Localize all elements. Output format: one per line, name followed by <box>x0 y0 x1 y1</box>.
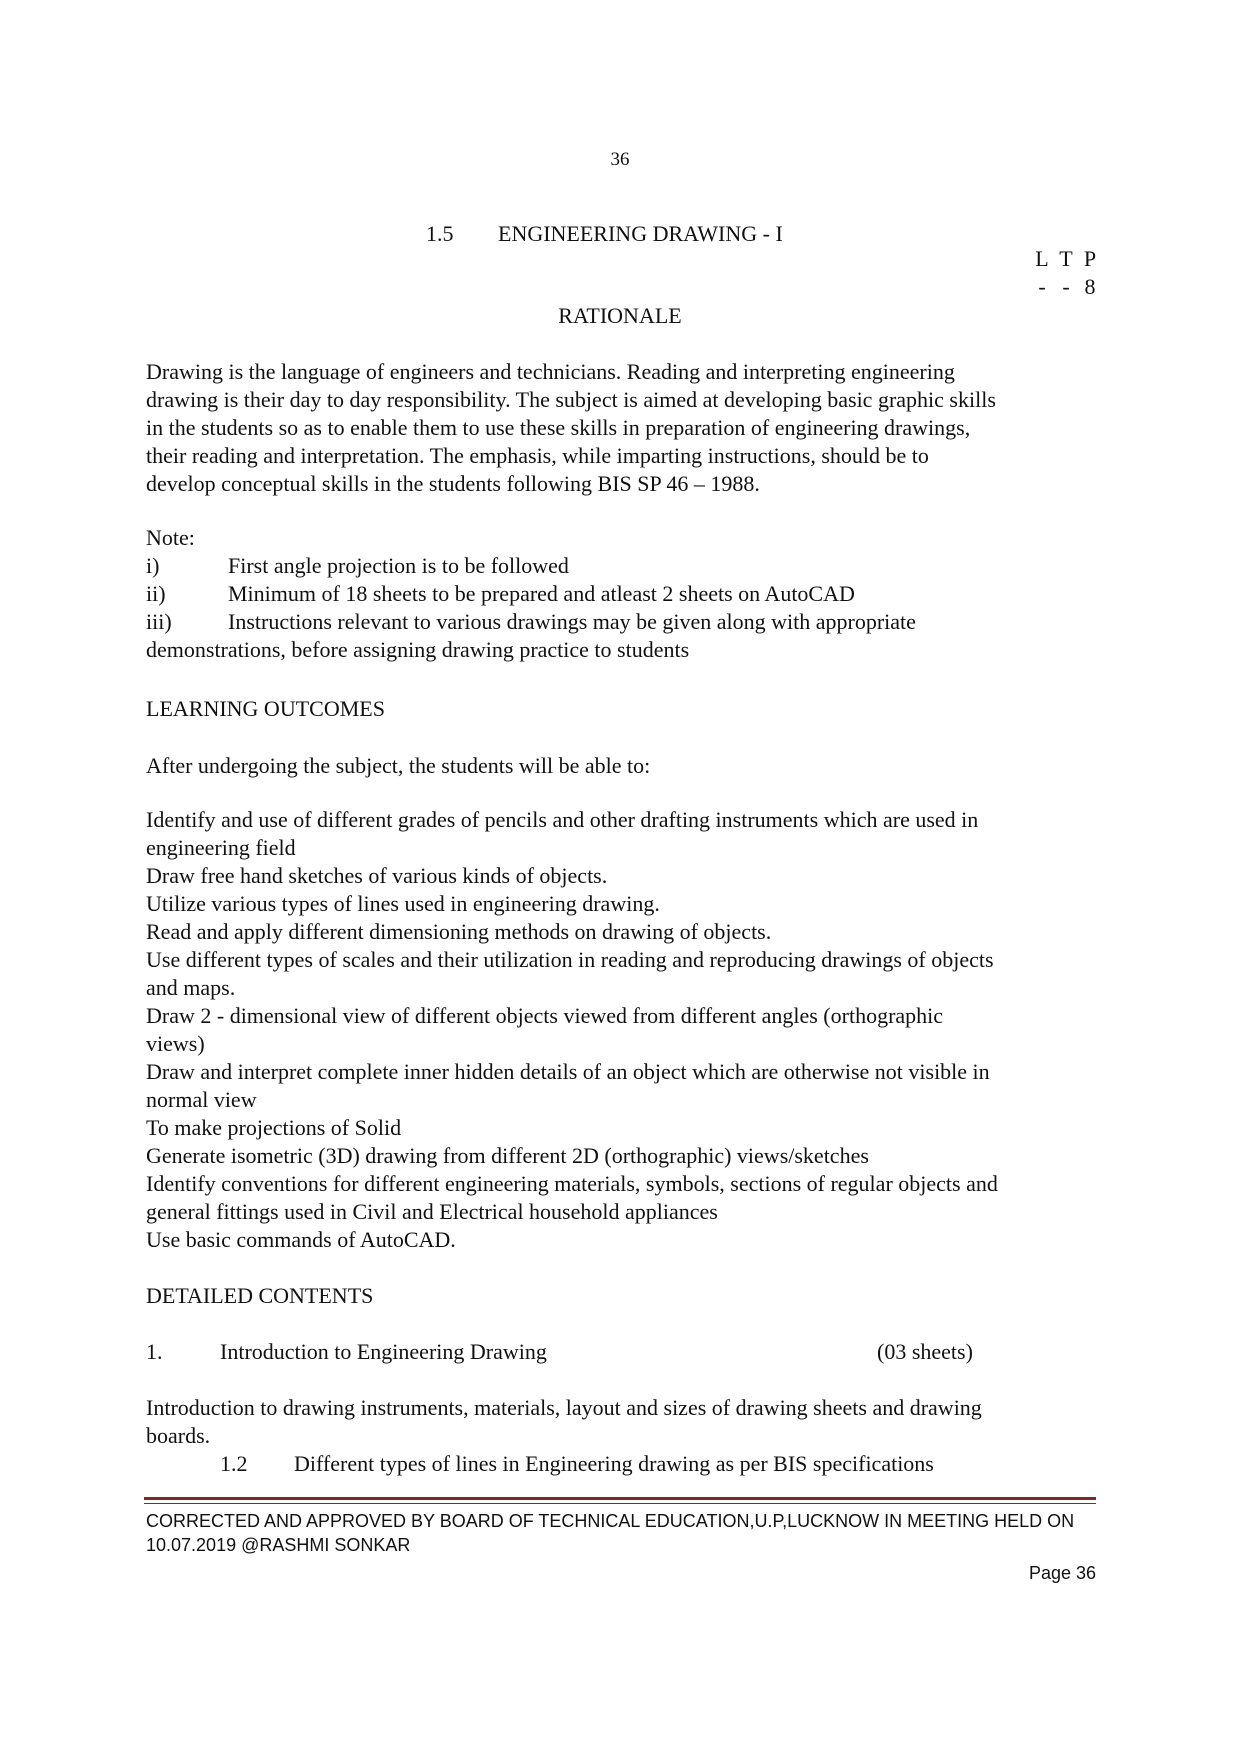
note-block <box>146 524 1096 664</box>
sub-item-text: Different types of lines in Engineering drawing as per BIS specifications <box>294 1451 934 1476</box>
footer-approval-text <box>146 1509 1096 1557</box>
note-index: ii) <box>146 581 166 606</box>
outcome-line: and maps. <box>146 975 236 1000</box>
section-title: ENGINEERING DRAWING - I <box>498 221 783 246</box>
note-item <box>146 608 1096 636</box>
section-heading <box>426 220 783 248</box>
contents-intro-line: Introduction to drawing instruments, materials, layout and sizes of drawing sheets and drawing <box>146 1395 982 1420</box>
outcome-line: To make projections of Solid <box>146 1115 402 1140</box>
outcome-line: Generate isometric (3D) drawing from different 2D (orthographic) views/sketches <box>146 1143 869 1168</box>
section-number: 1.5 <box>426 221 454 246</box>
footer-rule-thick <box>144 1497 1096 1500</box>
page-number-top: 36 <box>610 149 630 170</box>
detailed-contents-title: DETAILED CONTENTS <box>146 1283 374 1308</box>
outcome-line: Use basic commands of AutoCAD. <box>146 1227 456 1252</box>
ltp-values <box>1022 273 1102 301</box>
ltp-labels <box>1022 245 1102 273</box>
contents-item-title: Introduction to Engineering Drawing <box>220 1339 547 1364</box>
footer-page-label: Page 36 <box>1028 1563 1096 1583</box>
contents-item-index: 1. <box>146 1339 163 1364</box>
learning-outcomes-title: LEARNING OUTCOMES <box>146 696 385 721</box>
ltp-value-p: 8 <box>1084 274 1096 299</box>
ltp-block <box>1022 245 1102 301</box>
footer-rule-thin <box>144 1503 1096 1504</box>
note-text: First angle projection is to be followed <box>228 553 569 578</box>
ltp-label-l: L <box>1035 246 1049 271</box>
outcome-line: Utilize various types of lines used in engineering drawing. <box>146 891 660 916</box>
note-title: Note: <box>146 525 195 550</box>
footer-line: 10.07.2019 @RASHMI SONKAR <box>146 1535 411 1555</box>
outcome-line: Identify conventions for different engineering materials, symbols, sections of regular objects and <box>146 1171 998 1196</box>
note-item <box>146 580 1096 608</box>
outcome-line: Identify and use of different grades of pencils and other drafting instruments which are used in <box>146 807 979 832</box>
rationale-line: in the students so as to enable them to use these skills in preparation of engineering drawings, <box>146 415 971 440</box>
note-index: i) <box>146 553 160 578</box>
rationale-line: their reading and interpretation. The emphasis, while imparting instructions, should be to <box>146 443 929 468</box>
learning-outcomes-list <box>146 806 1096 1254</box>
outcome-line: views) <box>146 1031 205 1056</box>
note-continuation: demonstrations, before assigning drawing practice to students <box>146 637 690 662</box>
note-text: Minimum of 18 sheets to be prepared and atleast 2 sheets on AutoCAD <box>228 581 855 606</box>
rationale-title: RATIONALE <box>558 303 682 328</box>
rationale-line: develop conceptual skills in the students following BIS SP 46 – 1988. <box>146 471 760 496</box>
outcome-line: normal view <box>146 1087 257 1112</box>
contents-intro-line: boards. <box>146 1423 211 1448</box>
ltp-label-p: P <box>1083 246 1097 271</box>
rationale-line: Drawing is the language of engineers and technicians. Reading and interpreting engineering <box>146 359 955 384</box>
contents-item-sheets: (03 sheets) <box>877 1339 973 1364</box>
outcome-line: Read and apply different dimensioning methods on drawing of objects. <box>146 919 772 944</box>
ltp-value-l: - <box>1038 274 1046 299</box>
footer-line: CORRECTED AND APPROVED BY BOARD OF TECHNICAL EDUCATION,U.P,LUCKNOW IN MEETING HELD ON <box>146 1511 1075 1531</box>
ltp-label-t: T <box>1059 246 1073 271</box>
outcome-line: Use different types of scales and their utilization in reading and reproducing drawings of objects <box>146 947 994 972</box>
rationale-paragraph <box>146 358 1096 498</box>
contents-intro <box>146 1394 1096 1450</box>
note-item <box>146 552 1096 580</box>
contents-sub-item <box>220 1450 934 1478</box>
ltp-value-t: - <box>1062 274 1070 299</box>
outcome-line: Draw 2 - dimensional view of different objects viewed from different angles (orthographic <box>146 1003 944 1028</box>
contents-item-1 <box>146 1338 1096 1366</box>
outcome-line: Draw free hand sketches of various kinds of objects. <box>146 863 608 888</box>
sub-item-index: 1.2 <box>220 1451 248 1476</box>
outcome-line: engineering field <box>146 835 296 860</box>
note-text: Instructions relevant to various drawings may be given along with appropriate <box>228 609 916 634</box>
outcome-line: Draw and interpret complete inner hidden details of an object which are otherwise not visible in <box>146 1059 990 1084</box>
learning-outcomes-intro: After undergoing the subject, the students will be able to: <box>146 753 651 778</box>
note-index: iii) <box>146 609 172 634</box>
rationale-line: drawing is their day to day responsibility. The subject is aimed at developing basic graphic skills <box>146 387 996 412</box>
outcome-line: general fittings used in Civil and Electrical household appliances <box>146 1199 718 1224</box>
